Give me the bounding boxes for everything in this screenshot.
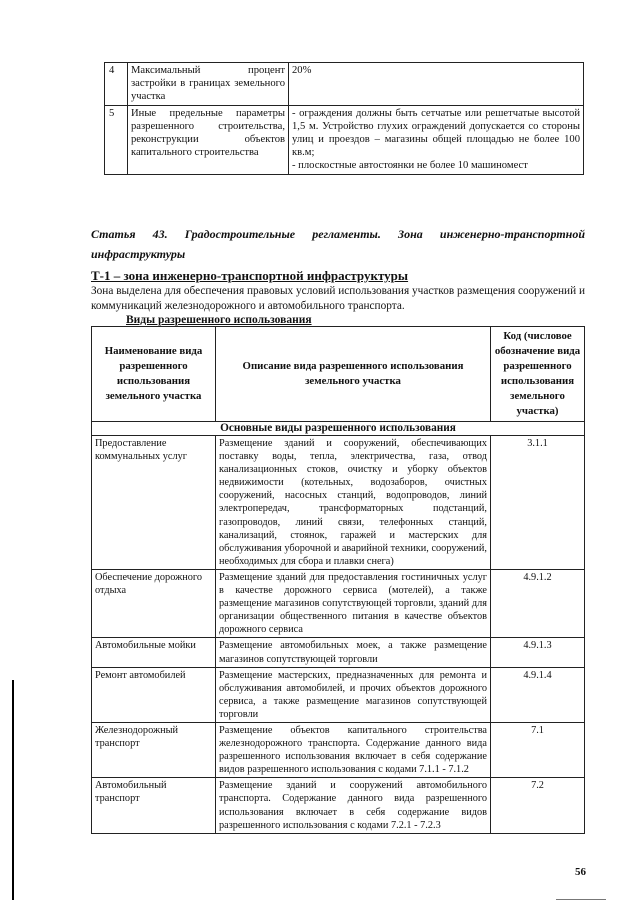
use-code: 4.9.1.3 — [491, 638, 585, 667]
use-code: 7.1 — [491, 722, 585, 777]
use-description: Размещение зданий для предоставления гостиничных услуг в качестве дорожного сервиса (мотелей), а также размещение магазинов сопутствующей торговли, зданий для организации общественного питания в качестве объектов дорожного сервиса — [216, 569, 491, 637]
use-code: 4.9.1.2 — [491, 569, 585, 637]
table-row — [92, 638, 585, 667]
uses-subtitle: Виды разрешенного использования — [126, 314, 312, 326]
top-params-table — [104, 62, 584, 175]
zone-title: Т-1 – зона инженерно-транспортной инфраструктуры — [91, 268, 409, 283]
use-name: Железнодорожный транспорт — [92, 722, 216, 777]
row-value — [289, 105, 584, 174]
table-row — [92, 778, 585, 833]
use-description: Размещение автомобильных моек, а также размещение магазинов сопутствующей торговли — [216, 638, 491, 667]
row-name: Максимальный процент застройки в границах земельного участка — [128, 63, 289, 106]
zone-intro — [91, 284, 585, 313]
intro-text: Зона выделена для обеспечения правовых условий использования участков размещения сооружений и коммуникаций железнодорожного и автомобильного транспорта. — [91, 285, 585, 312]
use-code: 7.2 — [491, 778, 585, 833]
row-value: 20% — [289, 63, 584, 106]
use-description: Размещение зданий и сооружений, обеспечивающих поставку воды, тепла, электричества, газа, отвод канализационных стоков, очистку и уборку объектов недвижимости (котельных, водозаборов, очистных сооружений, насосных станций, водопроводов, линий электропередач, трансформаторных подстанций, газопроводов, линий связи, телефонных станций, канализаций, стоянок, гаражей и мастерских для обслуживания уборочной и аварийной техники, сооружений, необходимых для сбора и плавки снега) — [216, 436, 491, 570]
table-row — [92, 667, 585, 722]
use-description: Размещение мастерских, предназначенных для ремонта и обслуживания автомобилей, и прочих объектов дорожного сервиса, а также размещение магазинов сопутствующей торговли — [216, 667, 491, 722]
section-title: Основные виды разрешенного использования — [92, 422, 585, 436]
table-row — [105, 63, 584, 106]
row-value-line: - плоскостные автостоянки не более 10 машиномест — [292, 160, 528, 172]
header-use-name: Наименование вида разрешенного использования земельного участка — [92, 327, 216, 422]
row-name — [128, 105, 289, 174]
use-name: Предоставление коммунальных услуг — [92, 436, 216, 570]
table-header-row — [92, 327, 585, 422]
use-description: Размещение объектов капитального строительства железнодорожного транспорта. Содержание данного вида разрешенного использования включает в себя содержание видов разрешенного использования с кодами 7.1.1 - 7.1.2 — [216, 722, 491, 777]
article-heading: Статья 43. Градостроительные регламенты. Зона инженерно-транспортной инфраструктуры — [91, 227, 585, 261]
use-description: Размещение зданий и сооружений автомобильного транспорта. Содержание данного вида разрешенного использования включает в себя содержание видов разрешенного использования с кодами 7.2.1 - 7.2.3 — [216, 778, 491, 833]
use-name: Автомобильный транспорт — [92, 778, 216, 833]
use-code: 4.9.1.4 — [491, 667, 585, 722]
use-name: Обеспечение дорожного отдыха — [92, 569, 216, 637]
table-row — [92, 569, 585, 637]
row-number: 4 — [105, 63, 128, 106]
table-row — [92, 436, 585, 570]
table-row — [92, 722, 585, 777]
scan-dash-mark — [556, 899, 606, 900]
row-name-text: Иные предельные параметры разрешенного строительства, реконструкции объектов капитального строительства — [131, 107, 285, 159]
row-number: 5 — [105, 105, 128, 174]
scan-edge-mark — [12, 680, 14, 900]
header-use-description: Описание вида разрешенного использования земельного участка — [216, 327, 491, 422]
table-row — [105, 105, 584, 174]
permitted-uses-table — [91, 326, 585, 834]
use-name: Автомобильные мойки — [92, 638, 216, 667]
use-name: Ремонт автомобилей — [92, 667, 216, 722]
section-row — [92, 422, 585, 436]
row-value-line: - ограждения должны быть сетчатые или решетчатые высотой 1,5 м. Устройство глухих ограждений допускается со стороны улиц и проездов – магазины общей площадью не более 100 кв.м; — [292, 107, 580, 159]
page-number: 56 — [575, 866, 586, 878]
use-code: 3.1.1 — [491, 436, 585, 570]
header-use-code: Код (числовое обозначение вида разрешенного использования земельного участка) — [491, 327, 585, 422]
